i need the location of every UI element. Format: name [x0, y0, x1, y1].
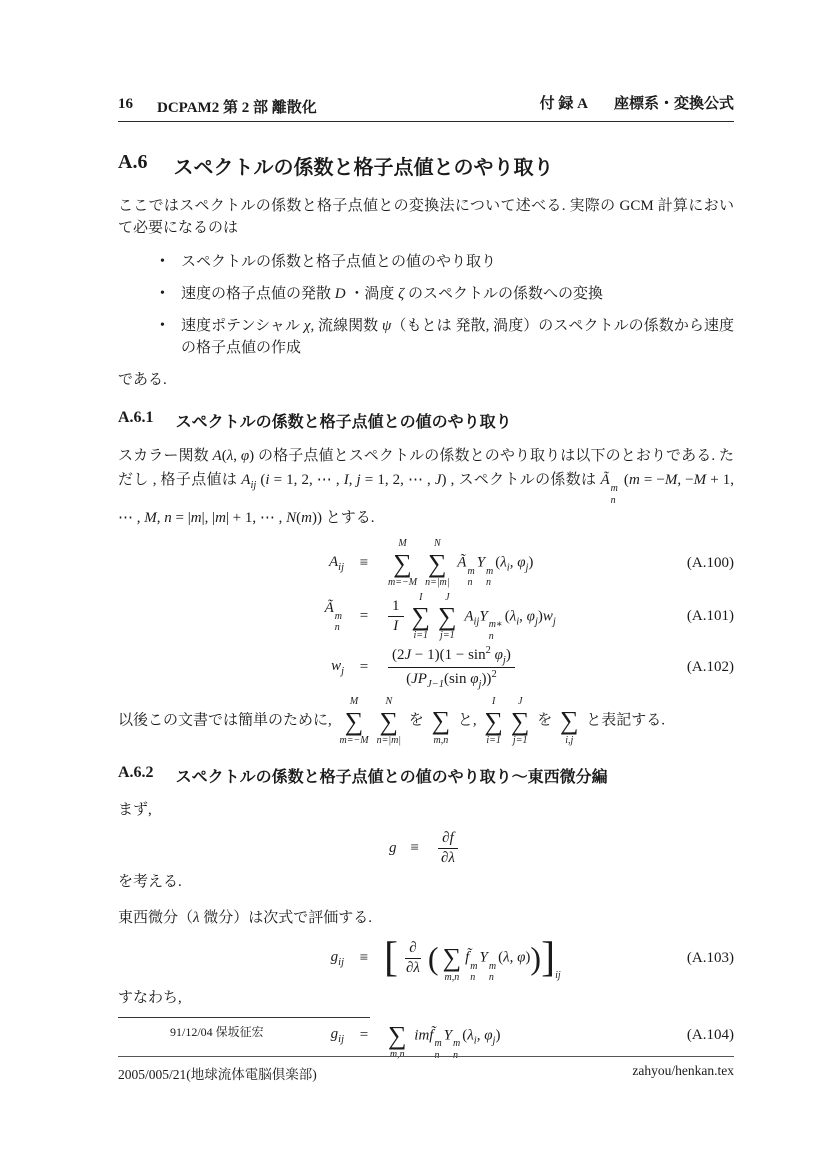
equation-g-definition [118, 830, 734, 867]
equation-relation: = [359, 608, 369, 625]
list-item [118, 283, 734, 305]
header-left-title: DCPAM2 第 2 部 離散化 [157, 100, 317, 116]
header-rule [118, 121, 734, 122]
section-a62-number: A.6.2 [118, 764, 154, 782]
equation-rhs: [ ∂ ∂λ ( ∑ m,n f̃ m n Y m n (λ, φ))]ij [384, 935, 561, 984]
consider-text: を考える. [118, 874, 182, 891]
footnote-rule [118, 1017, 370, 1018]
equation-rhs: M ∑ m=−M N ∑ n=|m| Ã m n Y m n ($\lambda_i$, $\varphi_j$) [388, 538, 534, 589]
header-appendix-label: 付 録 A [539, 96, 588, 112]
footer-rule [118, 1056, 734, 1057]
section-a61-paragraph: スカラー関数 A(λ, φ) の格子点値とスペクトルの係数とのやり取りは以下のとおりである. ただし , 格子点値は $A_{ij}$ (i = 1, 2, ⋯ , I, j = 1, 2, ⋯ , J) , スペクトルの係数は Ã m n (m = −M, −M + 1, ⋯ , M, n = |m|, |m| + 1, ⋯ , N(m)) とする. [118, 448, 735, 526]
equation-number: (A.100) [686, 554, 734, 571]
notation-paragraph: 以後この文書では簡単のために, M ∑ m=−M N ∑ n=|m| を ∑ m,n と, I ∑ i=1 J ∑ j=1 を ∑ i,j と表記する. [118, 696, 666, 746]
equation-a102 [118, 645, 734, 690]
equation-a100 [118, 538, 734, 589]
header-left [118, 96, 317, 117]
outro-text: である. [118, 372, 167, 388]
equation-relation: = [359, 1027, 369, 1044]
list-item [118, 315, 734, 359]
mazu-text: まず, [118, 802, 152, 819]
section-a6-number: A.6 [118, 151, 148, 173]
bullet-text: 速度ポテンシャル χ, 流線関数 ψ（もとは 発散, 渦度）のスペクトルの係数から速度の格子点値の作成 [181, 318, 734, 356]
equation-rhs: ∑ m,n imf̃ m n Y m n ($\lambda_i$, $\varphi_j$) [388, 1020, 501, 1061]
page-header [118, 92, 734, 117]
list-item [118, 251, 734, 273]
equation-number: (A.104) [686, 1027, 734, 1044]
header-right-title: 座標系・変換公式 [613, 96, 734, 112]
equation-a101 [118, 592, 734, 643]
section-a6-title: スペクトルの係数と格子点値とのやり取り [173, 157, 554, 179]
footer-right: zahyou/henkan.tex [632, 1063, 734, 1078]
equation-a103 [118, 933, 734, 983]
equation-relation: ≡ [359, 554, 369, 571]
equation-group-a100-a102 [118, 538, 734, 690]
equation-rhs: $\frac{1}{I}$ I ∑ i=1 J ∑ j=1 $A_{ij}Y$ m∗ n ($\lambda_i$, $\varphi_j)w_j$ [384, 592, 556, 643]
sunawachi-text: すなわち, [118, 989, 182, 1006]
section-a62-title: スペクトルの係数と格子点値との値のやり取り～東西微分編 [175, 769, 608, 787]
section-a62-heading [118, 764, 734, 787]
bullet-text: 速度の格子点値の発散 D ・渦度 ζ のスペクトルの係数への変換 [181, 286, 603, 302]
equation-lhs: $g_{ij}$ [330, 949, 344, 969]
footer-left: 2005/005/21(地球流体電脳倶楽部) [118, 1067, 317, 1082]
section-a61-title: スペクトルの係数と格子点値との値のやり取り [175, 414, 512, 431]
equation-relation: ≡ [359, 950, 369, 967]
eval-text: 東西微分（λ 微分）は次式で評価する. [118, 910, 373, 927]
intro-paragraph: ここではスペクトルの係数と格子点値との変換法について述べる. 実際の GCM 計算において必要になるのは [118, 198, 734, 236]
section-a6-heading [118, 151, 734, 180]
equation-lhs: $w_j$ [331, 658, 344, 678]
footnote-text: 91/12/04 保坂征宏 [170, 1025, 264, 1039]
equation-lhs: Ã m n [324, 599, 342, 634]
equation-number: (A.101) [686, 608, 734, 625]
bullet-list [118, 251, 734, 359]
header-right [540, 92, 734, 113]
bullet-dot-icon: • [160, 286, 165, 301]
equation-rhs: $(2J - 1)(1 - \sin^2 \varphi_j)$ ($JP_{J-1}(\sin$ $\varphi_j))^2$ [384, 645, 519, 690]
text-column [118, 0, 734, 1064]
section-a61-number: A.6.1 [118, 409, 154, 426]
bullet-dot-icon: • [160, 318, 165, 333]
equation-lhs: $g_{ij}$ [330, 1026, 344, 1046]
page-number: 16 [118, 96, 133, 112]
equation-relation: = [359, 659, 369, 676]
equation-number: (A.103) [686, 950, 734, 967]
equation-number: (A.102) [686, 659, 734, 676]
bullet-dot-icon: • [160, 254, 165, 269]
equation-lhs: $A_{ij}$ [328, 553, 344, 573]
section-a61-heading [118, 409, 734, 432]
page-footer [118, 1063, 734, 1083]
bullet-text: スペクトルの係数と格子点値との値のやり取り [181, 254, 497, 270]
equation-content: g ≡ $\frac{\partial f}{\partial\lambda}$ [389, 840, 463, 856]
